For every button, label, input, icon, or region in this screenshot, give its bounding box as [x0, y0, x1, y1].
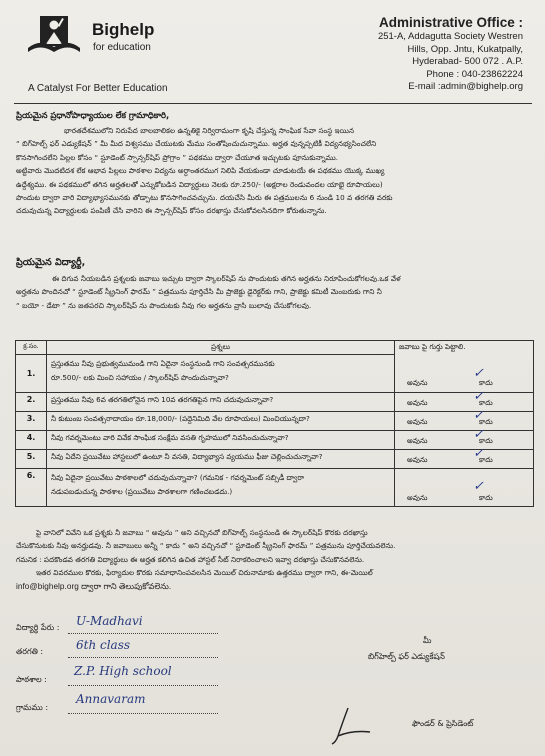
tagline: A Catalyst For Better Education	[28, 83, 168, 94]
question-number: 5.	[16, 450, 47, 469]
answer-cell	[395, 446, 534, 469]
tick-mark-icon: ✓	[473, 446, 484, 461]
student-name-label: విద్యార్థి పేరు :	[16, 623, 60, 632]
answer-no[interactable]: కాదు	[479, 417, 493, 426]
school-line	[68, 685, 218, 686]
question-text	[47, 355, 395, 393]
paragraph-line: భారతదేశములోని నిరుపేద బాలబాలికల ఉన్నతికై నిర్విరామంగా కృషి చేస్తున్న సాంఘిక సేవా సంస్థ ఇయిన	[64, 126, 355, 135]
address-line: 251-A, Addagutta Society Westren	[377, 31, 523, 42]
student-name-line	[68, 633, 218, 634]
paragraph-line: పై వానిలో వివేని ఒక ప్రశ్నకు నీ జవాబు “ అవును ” అని వచ్చినచో బిగ్‌హెల్ప్ సంస్థనుండి ఈ స్కాలర్‌షిప్ కొరకు దరఖాస్తు	[36, 528, 368, 537]
tick-mark-icon: ✓	[473, 408, 484, 423]
address-line: Hyderabad- 500 072 . A.P.	[412, 56, 523, 68]
answer-yes[interactable]: అవును	[407, 378, 428, 387]
village-line	[68, 713, 218, 714]
office-address	[323, 14, 523, 94]
column-header-question: ప్రశ్నలు	[47, 341, 395, 355]
question-text: నీవు ఏదేని ప్రయివేటు హాస్టలులో ఉంటూ నీ వసతి, విద్యాభ్యాస వ్యయము ఫీజు చెల్లించుచున్నావా?	[47, 450, 395, 469]
address-line: Hills, Opp. Jntu, Kukatpally,	[407, 43, 523, 55]
answer-yes[interactable]: అవును	[407, 398, 428, 407]
column-header-answer	[395, 341, 534, 393]
paragraph-line: అర్హతను పొందినచో “ స్టూడెంట్ స్క్రీనింగ్ ఫారమ్ ” పత్రమును పూర్తిచేసి మీ ప్రాజెక్టు డైరెక్టర్‌కు గాని, ప్రాజెక్టు కమిటీ మెంబరుకు గాని నీ	[16, 287, 382, 297]
answer-yes[interactable]: అవును	[407, 417, 428, 426]
paragraph-line: కొనసాగించలేని పిల్లల కోసం “ స్టూడెంట్ స్పాన్సర్‌షిప్ ప్రోగ్రాం ” పథకము ద్వారా చేయూత ఇచ్చుటకు పూనుకున్నాము.	[16, 152, 339, 162]
class-value[interactable]: 6th class	[76, 638, 131, 652]
column-header-number: క్ర.సం.	[16, 341, 47, 355]
student-name-value[interactable]: U-Madhavi	[76, 614, 143, 628]
question-number: 1.	[16, 355, 47, 393]
answer-cell	[395, 408, 534, 431]
brand-name: Bighelp	[92, 20, 155, 39]
header-divider	[14, 103, 532, 104]
table-row	[16, 412, 534, 431]
answer-no[interactable]: కాదు	[479, 455, 493, 464]
eligibility-table	[15, 340, 534, 507]
answer-yes[interactable]: అవును	[407, 493, 428, 502]
question-line: నడుపబడుచున్న పాఠశాల (ప్రయివేటు పాఠశాలగా గణించబడదు.)	[51, 487, 233, 496]
table-row	[16, 431, 534, 450]
bighelp-logo-icon	[26, 14, 82, 56]
answer-no[interactable]: కాదు	[479, 378, 493, 387]
answer-no[interactable]: కాదు	[479, 398, 493, 407]
paragraph-line: “ బిగ్‌హెల్ప్ ఫర్ ఎడ్యుకేషన్ ” మీ మీద విశ్వసము చేయుటకు మేము సంతోషించుచున్నాము. అర్హత వున్నప్పటికీ విద్యనభ్యసించలేని	[16, 139, 377, 149]
signoff-organization: బిగ్‌హెల్ప్ ఫర్ ఎడ్యుకేషన్	[368, 652, 445, 661]
contact-email-line: info@bighelp.org ద్వారా గాని తెలుపుకోవలెను.	[16, 581, 172, 591]
answer-yes[interactable]: అవును	[407, 455, 428, 464]
tick-mark-icon: ✓	[473, 366, 484, 381]
answer-header-label: జవాబు పై గుర్తు పెట్టాలి.	[399, 342, 466, 351]
student-greeting: ప్రియమైన విద్యార్థీ,	[16, 257, 86, 268]
question-number: 3.	[16, 412, 47, 431]
paragraph-line: గమనిక : పదకొండవ తరగతి విద్యార్థులు ఈ అర్హత కలిగిన ఉచిత హాస్టల్ సీట్ నిరాకరించాలని ఇవ్వా దరఖాస్తు చేసుకొనవలెను.	[16, 554, 365, 564]
notes-paragraph	[16, 526, 534, 593]
tick-mark-icon: ✓	[473, 479, 484, 494]
answer-cell	[395, 427, 534, 450]
table-row	[16, 450, 534, 469]
office-title: Administrative Office :	[378, 15, 523, 30]
salutation: ప్రియమైన ప్రధానోపాధ్యాయుల లేక గ్రామాధికారి,	[16, 110, 170, 120]
question-text: నీవు గవర్నమెంటు వారి వివేక సాంఘిక సంక్షేమ వసతి గృహములో నివసించుచున్నావా?	[47, 431, 395, 450]
signoff-role: ఫౌండర్ & ప్రెసిడెంట్	[412, 719, 474, 728]
class-line	[68, 657, 218, 658]
signoff-yours: మీ	[423, 636, 432, 645]
answer-no[interactable]: కాదు	[479, 436, 493, 445]
village-label: గ్రామము :	[16, 703, 49, 712]
intro-paragraph	[16, 124, 534, 218]
paragraph-line: అట్టివారు మొదటిదశ లేక ఆభావ పిల్లలు పాఠశాల విద్యను అర్ధాంతరముగ నిలిపి వేయకుండా చూడుటయే ఈ పథకము యొక్క ముఖ్య	[16, 166, 385, 176]
paragraph-line: పొందుట ద్వారా వారి విద్యాభ్యాసమునకు తోడ్పాటు కొనసాగించవచ్చును. దయచేసి మీరు ఈ పత్రములను 6 నుండి 10 వ తరగతి వరకు	[16, 193, 393, 203]
signature-icon	[318, 706, 378, 750]
school-value[interactable]: Z.P. High school	[74, 664, 172, 678]
brand-subtitle: for education	[93, 42, 151, 53]
email-line: E-mail :admin@bighelp.org	[408, 81, 523, 93]
tick-mark-icon: ✓	[473, 389, 484, 404]
village-value[interactable]: Annavaram	[76, 692, 146, 706]
class-label: తరగతి :	[16, 647, 44, 656]
question-number: 2.	[16, 393, 47, 412]
question-text	[47, 469, 395, 507]
answer-no[interactable]: కాదు	[479, 493, 493, 502]
paragraph-line: ఇతర వివరముల కొరకు, ఫిర్యాదుల కొరకు సమాధానింపవలసిన మెయిల్ చిరునామాకు ఉత్తరము ద్వారా గాని, ఈ-మెయిల్	[36, 568, 373, 578]
table-header-row	[16, 341, 534, 355]
phone-line: Phone : 040-23862224	[426, 68, 523, 80]
table-row	[16, 393, 534, 412]
question-text: ప్రస్తుతము నీవు 6వ తరగతిలోనైన గాని 10వ తరగతిపైన గాని చదువుచున్నావా?	[47, 393, 395, 412]
question-line: నీవు ఏదైనా ప్రయివేటు పాఠశాలలో చదువుచున్నావా? (గమనిక - గవర్నమెంట్ సబ్సిడీ ద్వారా	[51, 473, 305, 482]
answer-yes[interactable]: అవును	[407, 436, 428, 445]
question-number: 6.	[16, 469, 47, 507]
paragraph-line: “ బయో - డేటా ” ను జతపరచి స్కాలర్‌షిప్ ను పొందుటకు నీవు గల అర్హతను వ్రాసి బులావు చేసుకోగలవు.	[16, 300, 312, 310]
paragraph-line: ఉద్దేశ్యము. ఈ పథకములో తగిన అర్హతలతో ఎన్నుకోబడిన విద్యార్థులు నెలకు రూ.250/- (అక్షరాల రెండువందల యాభై రూపాయలు)	[16, 179, 383, 189]
paragraph-line: చేసుకొనుటకు నీవు అనర్హుడవు. నీ జవాబులు అన్నీ “ కాదు ” అని వచ్చినచో “ స్టూడెంట్ స్క్రీనింగ్ ఫారమ్ ” పత్రమును పూర్తిచేయవలెను.	[16, 541, 396, 551]
question-text: నీ కుటుంబ సంవత్సరాదాయం రూ.18,000/- (పద్దెనిమిది వేల రూపాయలు) మించియున్నదా?	[47, 412, 395, 431]
question-number: 4.	[16, 431, 47, 450]
table-row	[16, 469, 534, 507]
answer-cell	[395, 469, 534, 507]
tick-mark-icon: ✓	[473, 427, 484, 442]
school-label: పాఠశాల :	[16, 675, 47, 684]
question-line: ప్రస్తుతము నీవు ప్రభుత్వముమండి గాని ఏదైనా సంస్థనుండి గాని సంవత్సరమునకు	[51, 359, 275, 368]
paragraph-line: చదువుచున్న విద్యార్థులకు పంపిణీ చేసి వారిని ఈ స్పాన్సర్‌షిప్ కోసం దరఖాస్తు చేసుకోవలసినదిగా కోరుతున్నాను.	[16, 206, 327, 216]
paragraph-line: ఈ దిగువ నీయబడిన ప్రశ్నలకు జవాబు ఇచ్చుట ద్వారా స్కాలర్‌షిప్ ను పొందుటకు తగిన అర్హతను నిరూపించుకోగలవు.ఒక వేళ	[52, 274, 401, 283]
question-line: రూ.500/- లకు మించి సహాయం / స్కాలర్‌షిప్ పొందుచున్నావా?	[51, 373, 229, 382]
answer-cell	[395, 389, 534, 412]
student-paragraph	[16, 272, 534, 312]
